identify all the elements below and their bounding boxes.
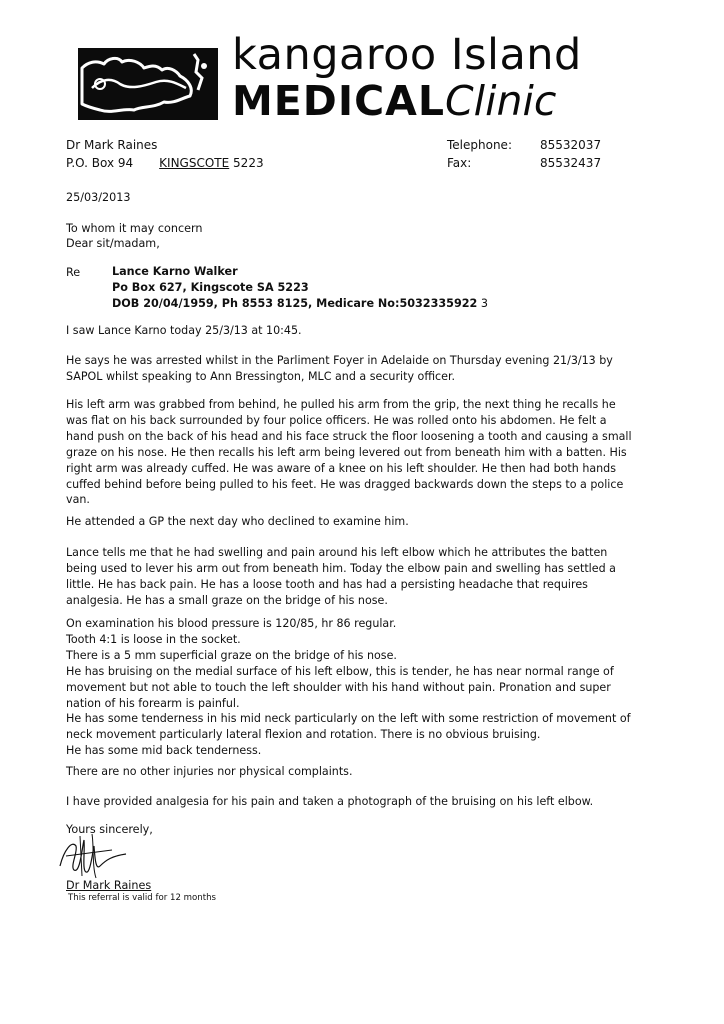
text-line: There are no other injuries nor physical complaints. — [66, 765, 353, 778]
text-line: right arm was already cuffed. He was aware of a knee on his left shoulder. He then had both hands — [66, 461, 617, 475]
salutation-line: Dear sit/madam, — [66, 237, 160, 250]
text-line: was flat on his back surrounded by four police officers. He was rolled onto his abdomen. He felt a — [66, 413, 607, 427]
salutation-line: To whom it may concern — [66, 222, 203, 235]
signatory-name: Dr Mark Raines — [66, 879, 152, 892]
validity-note: This referral is valid for 12 months — [68, 893, 217, 903]
paragraph — [66, 353, 626, 385]
paragraph — [66, 397, 632, 508]
text-line: There is a 5 mm superficial graze on the bridge of his nose. — [66, 648, 397, 662]
text-line: being used to lever his arm out from beneath him. Today the elbow pain and swelling has settled a — [66, 561, 616, 575]
fax-number: 85532437 — [540, 156, 602, 170]
paragraph — [66, 764, 626, 780]
fax-label: Fax: — [447, 156, 472, 170]
text-line: He has some mid back tenderness. — [66, 744, 262, 758]
patient-details-suffix: 3 — [480, 297, 488, 310]
paragraph — [66, 794, 626, 810]
letter-date: 25/03/2013 — [66, 191, 131, 204]
town: KINGSCOTE — [159, 156, 230, 170]
text-line: analgesia. He has a small graze on the bridge of his nose. — [66, 593, 388, 607]
text-line: Tooth 4:1 is loose in the socket. — [66, 632, 241, 646]
text-line: He says he was arrested whilst in the Parliment Foyer in Adelaide on Thursday evening 21/3/13 by — [66, 354, 613, 367]
text-line: hand push on the back of his head and his face struck the floor loosening a tooth and causing a small — [66, 429, 632, 443]
text-line: nation of his forearm is painful. — [66, 696, 240, 710]
text-line: graze on his nose. He then recalls his left arm being levered out from beneath him with a batten. His — [66, 445, 627, 459]
text-line: He attended a GP the next day who declined to examine him. — [66, 515, 409, 528]
po-box: P.O. Box 94 — [66, 156, 134, 170]
patient-details-text: DOB 20/04/1959, Ph 8553 8125, Medicare No:5032335922 — [112, 297, 478, 310]
text-line: He has some tenderness in his mid neck particularly on the left with some restriction of movement of — [66, 712, 631, 726]
clinic-logo — [78, 48, 218, 120]
text-line: Lance tells me that he had swelling and pain around his left elbow which he attributes the batten — [66, 546, 608, 559]
text-line: I have provided analgesia for his pain and taken a photograph of the bruising on his left elbow. — [66, 795, 594, 808]
paragraph — [66, 514, 626, 530]
doctor-name: Dr Mark Raines — [66, 138, 158, 152]
text-line: neck movement particularly lateral flexion and rotation. There is no obvious bruising. — [66, 728, 541, 742]
text-line: movement but not able to touch the left shoulder with his hand without pain. Pronation and super — [66, 680, 611, 694]
clinic-name-line2 — [232, 77, 557, 125]
text-line: little. He has back pain. He has a loose tooth and has had a persisting headache that requires — [66, 577, 588, 591]
text-line: SAPOL whilst speaking to Ann Bressington, MLC and a security officer. — [66, 369, 456, 383]
closing: Yours sincerely, — [66, 823, 153, 836]
paragraph — [66, 545, 626, 609]
text-line: His left arm was grabbed from behind, he pulled his arm from the grip, the next thing he recalls he — [66, 398, 616, 411]
text-line: On examination his blood pressure is 120/85, hr 86 regular. — [66, 617, 397, 630]
text-line: He has bruising on the medial surface of his left elbow, this is tender, he has near normal range of — [66, 664, 614, 678]
re-label: Re — [66, 266, 81, 279]
clinic-name-medical: MEDICAL — [232, 77, 446, 125]
text-line: I saw Lance Karno today 25/3/13 at 10:45. — [66, 324, 302, 337]
island-map-icon — [78, 48, 218, 120]
telephone-label: Telephone: — [447, 138, 512, 152]
postcode: 5223 — [233, 156, 264, 170]
text-line: cuffed behind before being pulled to his feet. He was dragged backwards down the steps to a police — [66, 477, 624, 491]
patient-details — [112, 297, 488, 311]
clinic-name-clinic: Clinic — [445, 77, 557, 125]
paragraph — [66, 323, 626, 339]
clinic-name-line1: kangaroo Island — [232, 30, 582, 80]
patient-name: Lance Karno Walker — [112, 265, 238, 278]
patient-address: Po Box 627, Kingscote SA 5223 — [112, 281, 309, 294]
paragraph — [66, 616, 631, 759]
text-line: van. — [66, 493, 90, 507]
postal-address — [66, 156, 264, 170]
telephone-number: 85532037 — [540, 138, 602, 152]
